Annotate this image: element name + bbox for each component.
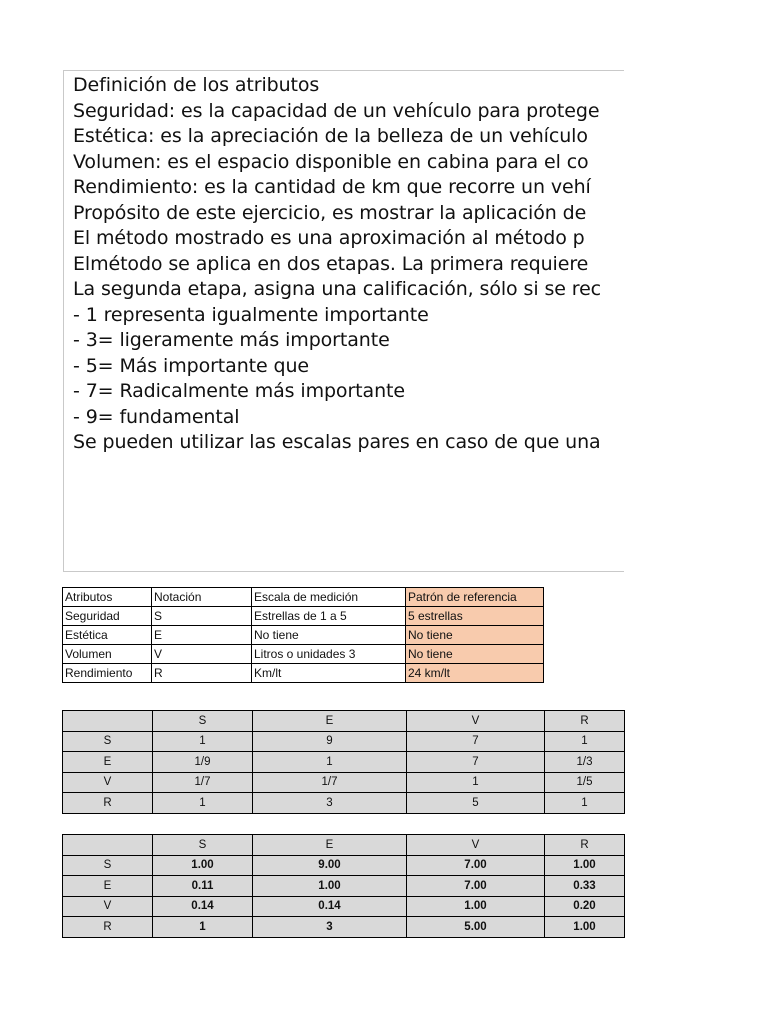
matrix-header-cell[interactable]: R	[545, 835, 625, 856]
textbox-line: - 3= ligeramente más importante	[73, 329, 390, 351]
matrix-cell[interactable]: 3	[253, 917, 407, 938]
textbox-line: Se pueden utilizar las escalas pares en caso de que una	[73, 431, 601, 453]
matrix-cell[interactable]: 1.00	[253, 876, 407, 897]
table-row	[63, 607, 544, 626]
table-header-row	[63, 588, 544, 607]
attributes-table	[62, 587, 544, 683]
matrix-cell[interactable]: 5.00	[407, 917, 545, 938]
textbox-line: El método mostrado es una aproximación al método p	[73, 227, 585, 249]
textbox-line: Propósito de este ejercicio, es mostrar la aplicación de	[73, 201, 587, 224]
matrix-header-cell[interactable]: S	[153, 711, 253, 732]
matrix-cell[interactable]: 1/5	[545, 772, 625, 793]
header-cell[interactable]: Atributos	[63, 588, 152, 607]
matrix-cell[interactable]: 0.20	[545, 896, 625, 917]
table-cell[interactable]: No tiene	[406, 645, 544, 664]
matrix-cell[interactable]: 1	[545, 793, 625, 814]
matrix-row-label[interactable]: R	[63, 793, 153, 814]
matrix-cell[interactable]: 3	[253, 793, 407, 814]
table-cell[interactable]: No tiene	[406, 626, 544, 645]
matrix-cell[interactable]: 0.33	[545, 876, 625, 897]
table-row	[63, 664, 544, 683]
comparison-matrix-fraction	[62, 710, 625, 814]
table-row	[63, 896, 625, 917]
matrix-header-row	[63, 835, 625, 856]
table-row	[63, 793, 625, 814]
table-row	[63, 917, 625, 938]
table-cell[interactable]: Litros o unidades 3	[252, 645, 406, 664]
header-cell[interactable]: Escala de medición	[252, 588, 406, 607]
textbox-line: Definición de los atributos	[73, 74, 320, 96]
attribute-definitions-textbox	[63, 70, 624, 572]
matrix-cell[interactable]: 7	[407, 752, 545, 773]
matrix-header-cell[interactable]: E	[253, 711, 407, 732]
textbox-line: Elmétodo se aplica en dos etapas. La primera requiere	[73, 252, 589, 275]
matrix-cell[interactable]: 1.00	[407, 896, 545, 917]
table-cell[interactable]: V	[152, 645, 252, 664]
matrix-cell[interactable]: 1	[153, 917, 253, 938]
table-row	[63, 855, 625, 876]
header-cell[interactable]: Notación	[152, 588, 252, 607]
table-cell[interactable]: Seguridad	[63, 607, 152, 626]
table-row	[63, 645, 544, 664]
matrix-header-cell[interactable]	[63, 711, 153, 732]
matrix-row-label[interactable]: V	[63, 896, 153, 917]
textbox-line: - 9= fundamental	[73, 405, 240, 428]
matrix-cell[interactable]: 1/3	[545, 752, 625, 773]
textbox-line: - 5= Más importante que	[73, 354, 310, 377]
matrix-cell[interactable]: 1.00	[153, 855, 253, 876]
matrix-cell[interactable]: 0.14	[153, 896, 253, 917]
table-cell[interactable]: Rendimiento	[63, 664, 152, 683]
matrix-cell[interactable]: 0.14	[253, 896, 407, 917]
matrix-row-label[interactable]: R	[63, 917, 153, 938]
table-cell[interactable]: Volumen	[63, 645, 152, 664]
table-cell[interactable]: 5 estrellas	[406, 607, 544, 626]
matrix-header-cell[interactable]: R	[545, 711, 625, 732]
matrix-header-row	[63, 711, 625, 732]
matrix-cell[interactable]: 7.00	[407, 876, 545, 897]
table-cell[interactable]: 24 km/lt	[406, 664, 544, 683]
textbox-line: - 7= Radicalmente más importante	[73, 380, 405, 402]
table-row	[63, 626, 544, 645]
matrix-cell[interactable]: 1	[153, 731, 253, 752]
table-row	[63, 752, 625, 773]
matrix-cell[interactable]: 1	[407, 772, 545, 793]
textbox-line: Seguridad: es la capacidad de un vehículo para protege	[73, 99, 600, 122]
table-row	[63, 772, 625, 793]
table-row	[63, 876, 625, 897]
matrix-cell[interactable]: 1/7	[253, 772, 407, 793]
comparison-matrix-decimal	[62, 834, 625, 938]
textbox-line: Rendimiento: es la cantidad de km que recorre un vehí	[73, 176, 591, 198]
matrix-header-cell[interactable]: V	[407, 835, 545, 856]
matrix-cell[interactable]: 9.00	[253, 855, 407, 876]
matrix-cell[interactable]: 1	[545, 731, 625, 752]
matrix-cell[interactable]: 1.00	[545, 855, 625, 876]
textbox-line: - 1 representa igualmente importante	[73, 303, 429, 326]
matrix-header-cell[interactable]: E	[253, 835, 407, 856]
matrix-header-cell[interactable]	[63, 835, 153, 856]
textbox-line: Volumen: es el espacio disponible en cabina para el co	[73, 150, 589, 173]
table-cell[interactable]: No tiene	[252, 626, 406, 645]
matrix-header-cell[interactable]: S	[153, 835, 253, 856]
textbox-line: Estética: es la apreciación de la belleza de un vehículo	[73, 125, 588, 147]
matrix-cell[interactable]: 1	[253, 752, 407, 773]
textbox-line: La segunda etapa, asigna una calificación, sólo si se rec	[73, 278, 601, 300]
table-cell[interactable]: Km/lt	[252, 664, 406, 683]
matrix-row-label[interactable]: E	[63, 752, 153, 773]
table-cell[interactable]: Estrellas de 1 a 5	[252, 607, 406, 626]
matrix-cell[interactable]: 1.00	[545, 917, 625, 938]
matrix-row-label[interactable]: S	[63, 855, 153, 876]
table-cell[interactable]: E	[152, 626, 252, 645]
table-cell[interactable]: Estética	[63, 626, 152, 645]
matrix-row-label[interactable]: S	[63, 731, 153, 752]
matrix-row-label[interactable]: E	[63, 876, 153, 897]
table-cell[interactable]: S	[152, 607, 252, 626]
matrix-cell[interactable]: 9	[253, 731, 407, 752]
matrix-row-label[interactable]: V	[63, 772, 153, 793]
matrix-cell[interactable]: 1/9	[153, 752, 253, 773]
matrix-cell[interactable]: 7	[407, 731, 545, 752]
matrix-cell[interactable]: 7.00	[407, 855, 545, 876]
header-cell[interactable]: Patrón de referencia	[406, 588, 544, 607]
matrix-cell[interactable]: 1	[153, 793, 253, 814]
matrix-cell[interactable]: 1/7	[153, 772, 253, 793]
matrix-cell[interactable]: 5	[407, 793, 545, 814]
table-row	[63, 731, 625, 752]
matrix-cell[interactable]: 0.11	[153, 876, 253, 897]
table-cell[interactable]: R	[152, 664, 252, 683]
matrix-header-cell[interactable]: V	[407, 711, 545, 732]
